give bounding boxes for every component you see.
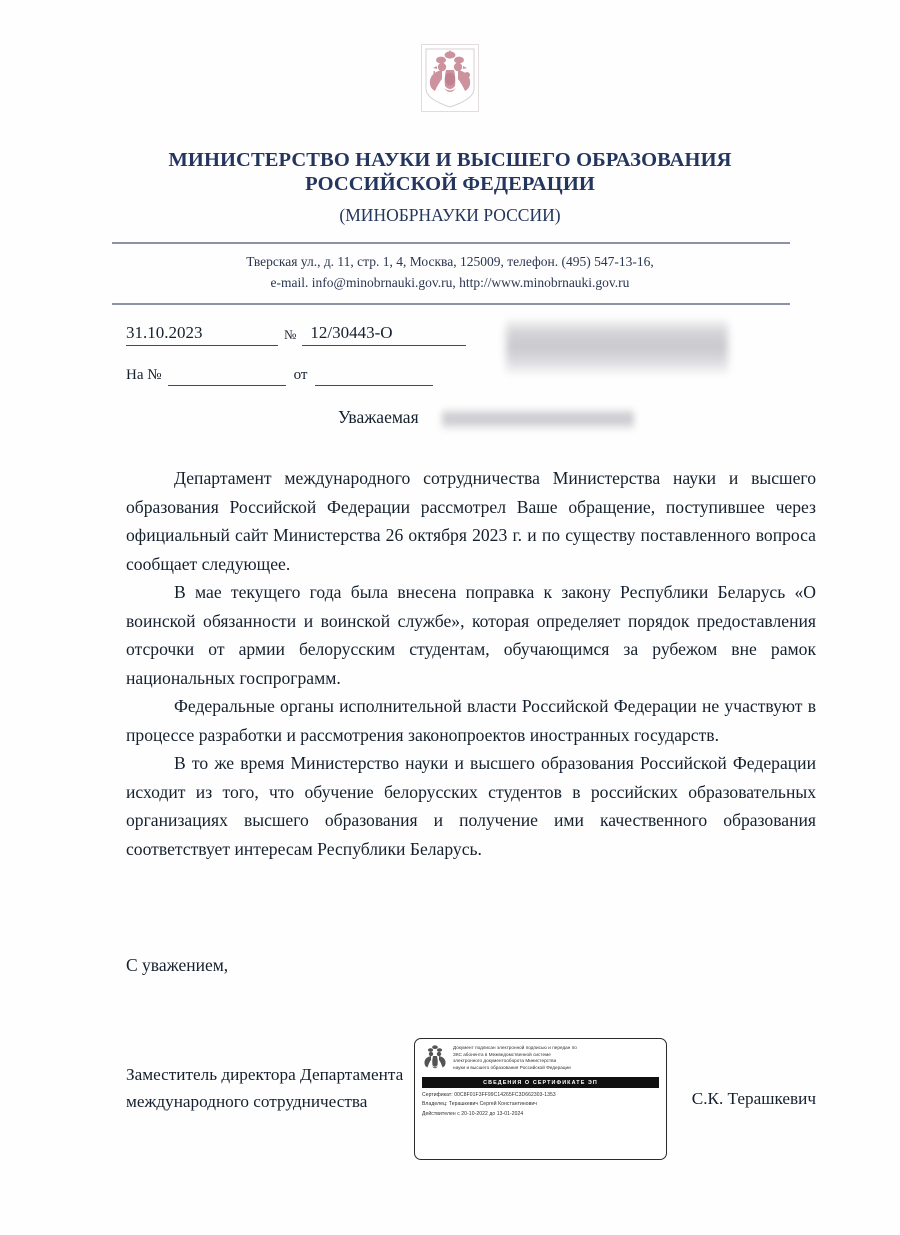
stamp-certificate-number: Сертификат: 00С8F01F3FF99C14265FC3D662303-1353 (422, 1092, 556, 1098)
paragraph-4: В то же время Министерство науки и высшего образования Российской Федерации исходит из того, что обучение белорусских студентов в российских образовательных организациях высшего образования и получение ими качественного образования соответствует интересам Республики Беларусь. (126, 753, 816, 859)
ministry-short-name: (МИНОБРНАУКИ РОССИИ) (339, 205, 561, 225)
stamp-details (422, 1091, 659, 1119)
document-date: 31.10.2023 (126, 323, 278, 346)
stamp-intro-line4: науки и высшего образования Российской Федерации (453, 1064, 571, 1070)
stamp-intro-text (453, 1044, 577, 1071)
from-value (315, 368, 433, 386)
reply-to-value (168, 368, 286, 386)
reply-to-label: На № (126, 367, 162, 383)
stamp-certificate-owner: Владелец: Терашкевич Сергей Константинович (422, 1101, 537, 1108)
number-symbol-label: № (284, 327, 297, 342)
coat-of-arms-icon (421, 44, 479, 112)
stamp-banner: СВЕДЕНИЯ О СЕРТИФИКАТЕ ЭП (422, 1077, 659, 1088)
ministry-contacts (0, 252, 900, 294)
signer-title-line1: Заместитель директора Департамента (126, 1065, 404, 1084)
stamp-intro-line3: электронного документооборота Министерства (453, 1058, 557, 1064)
contacts-address-line: Тверская ул., д. 11, стр. 1, 4, Москва, 125009, телефон. (495) 547-13-16, (246, 254, 654, 269)
letter-body (126, 464, 816, 863)
ministry-title (0, 148, 900, 196)
redacted-addressee-name (442, 409, 634, 430)
signer-title-line2: международного сотрудничества (126, 1091, 368, 1111)
stamp-coat-of-arms-icon (422, 1044, 448, 1074)
ministry-title-line1: МИНИСТЕРСТВО НАУКИ И ВЫСШЕГО ОБРАЗОВАНИЯ (168, 149, 732, 171)
paragraph-2: В мае текущего года была внесена поправка к закону Республики Беларусь «О воинской обязанности и воинской службе», которая определяет порядок предоставления отсрочки от армии белорусским студентам, обучающимся за рубежом вне рамок национальных госпрограмм. (126, 582, 816, 688)
digital-signature-stamp (414, 1038, 667, 1160)
reference-row-incoming (126, 360, 466, 386)
salutation: Уважаемая (338, 407, 419, 427)
reference-row-outgoing (126, 318, 466, 346)
emblem-container (0, 44, 900, 112)
stamp-header (422, 1044, 659, 1074)
contacts-email-line: e-mail. info@minobrnauki.gov.ru, http://www.minobrnauki.gov.ru (270, 274, 630, 290)
closing-phrase: С уважением, (126, 955, 229, 975)
stamp-intro-line1: Документ подписан электронной подписью и передан по (453, 1045, 577, 1050)
stamp-intro-line2: ЗКС абонента в Межведомственной системе (453, 1051, 551, 1057)
signer-name: С.К. Терашкевич (691, 1089, 816, 1108)
redacted-addressee-block (506, 320, 728, 374)
from-label: от (293, 367, 308, 383)
paragraph-3: Федеральные органы исполнительной власти Российской Федерации не участвуют в процессе разработки и рассмотрения законопроектов иностранных государств. (126, 696, 816, 745)
document-number: 12/30443-О (302, 323, 466, 346)
reference-block (126, 318, 466, 386)
stamp-certificate-validity: Действителен с 20-10-2022 до 13-01-2024 (422, 1110, 524, 1117)
paragraph-1: Департамент международного сотрудничества Министерства науки и высшего образования Российской Федерации рассмотрел Ваше обращение, поступившее через официальный сайт Министерства 26 октября 2023 г. и по существу поставленного вопроса сообщает следующее. (126, 468, 816, 574)
ministry-title-line2: РОССИЙСКОЙ ФЕДЕРАЦИИ (305, 173, 595, 196)
header-divider-bottom (112, 303, 790, 305)
header-divider-top (112, 242, 790, 244)
